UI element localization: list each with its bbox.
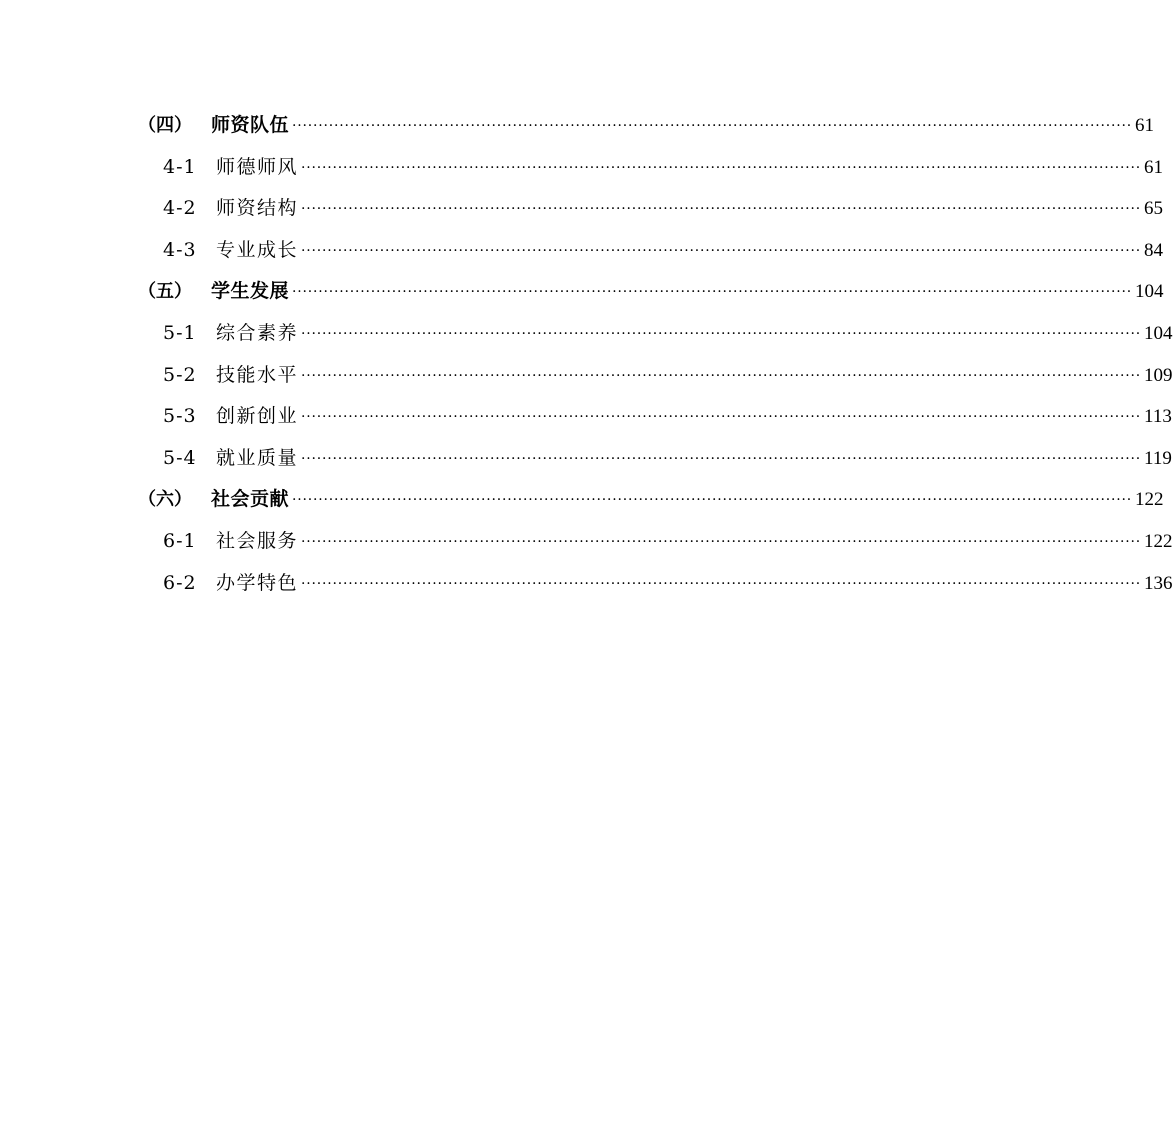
toc-dot-leader: ································································································································································ — [301, 367, 1142, 384]
toc-section-row[interactable] — [138, 271, 1164, 313]
toc-subsection-title: 就业质量 — [216, 446, 299, 469]
toc-dot-leader: ································································································································································ — [301, 533, 1142, 550]
toc-subsection-row[interactable] — [138, 438, 1172, 480]
toc-subsection-row[interactable] — [138, 230, 1164, 272]
toc-subsection-number: 6-1 — [163, 529, 197, 552]
toc-subsection-number: 5-3 — [163, 405, 197, 428]
toc-section-row[interactable] — [138, 479, 1164, 521]
toc-subsection-row[interactable] — [138, 563, 1173, 605]
toc-subsection-row[interactable] — [138, 521, 1173, 563]
toc-dot-leader: ································································································································································ — [301, 409, 1142, 426]
toc-subsection-title: 社会服务 — [216, 529, 299, 552]
toc-subsection-row[interactable] — [138, 313, 1173, 355]
toc-subsection-title: 办学特色 — [216, 571, 299, 594]
toc-dot-leader: ································································································································································ — [301, 325, 1142, 342]
toc-subsection-title: 创新创业 — [216, 405, 299, 428]
toc-dot-leader: ································································································································································ — [301, 575, 1142, 592]
toc-dot-leader: ································································································································································ — [292, 118, 1133, 134]
toc-subsection-row[interactable] — [138, 188, 1164, 230]
toc-section-title: 学生发展 — [211, 280, 290, 303]
toc-subsection-title: 师资结构 — [216, 197, 299, 220]
toc-subsection-title: 综合素养 — [216, 321, 299, 344]
toc-page-number: 113 — [1144, 406, 1172, 428]
toc-dot-leader: ································································································································································ — [292, 284, 1133, 301]
toc-subsection-number: 5-2 — [163, 363, 197, 386]
toc-page-number: 136 — [1144, 572, 1173, 594]
toc-section-title: 师资队伍 — [211, 114, 290, 136]
toc-page-number: 65 — [1144, 198, 1164, 220]
toc-page-number: 61 — [1144, 156, 1164, 178]
toc-page-number: 104 — [1135, 281, 1164, 303]
toc-subsection-row[interactable] — [138, 355, 1173, 397]
toc-subsection-number: 6-2 — [163, 571, 197, 594]
toc-subsection-number: 4-2 — [163, 197, 197, 220]
toc-subsection-number: 5-1 — [163, 321, 197, 344]
toc-page-number: 61 — [1135, 115, 1155, 136]
toc-page-number: 109 — [1144, 364, 1173, 386]
table-of-contents — [138, 105, 1173, 604]
toc-dot-leader: ································································································································································ — [301, 159, 1142, 176]
toc-section-title: 社会贡献 — [211, 488, 290, 511]
toc-section-row[interactable] — [138, 105, 1155, 147]
toc-dot-leader: ································································································································································ — [301, 201, 1142, 218]
toc-subsection-number: 4-3 — [163, 238, 197, 261]
toc-section-number: （四） — [138, 115, 192, 136]
toc-subsection-title: 专业成长 — [216, 238, 299, 261]
toc-dot-leader: ································································································································································ — [301, 242, 1142, 259]
toc-dot-leader: ································································································································································ — [301, 450, 1142, 467]
toc-subsection-number: 4-1 — [163, 155, 197, 178]
toc-page-number: 84 — [1144, 239, 1164, 261]
toc-page-number: 104 — [1144, 322, 1173, 344]
toc-page-number: 122 — [1135, 489, 1164, 511]
toc-page-number: 122 — [1144, 530, 1173, 552]
toc-dot-leader: ································································································································································ — [292, 492, 1133, 509]
toc-subsection-title: 师德师风 — [216, 155, 299, 178]
toc-page-number: 119 — [1144, 447, 1172, 469]
toc-subsection-number: 5-4 — [163, 446, 197, 469]
toc-section-number: （六） — [138, 489, 192, 511]
toc-subsection-row[interactable] — [138, 396, 1172, 438]
toc-subsection-row[interactable] — [138, 147, 1164, 189]
toc-subsection-title: 技能水平 — [216, 363, 299, 386]
toc-section-number: （五） — [138, 281, 192, 303]
